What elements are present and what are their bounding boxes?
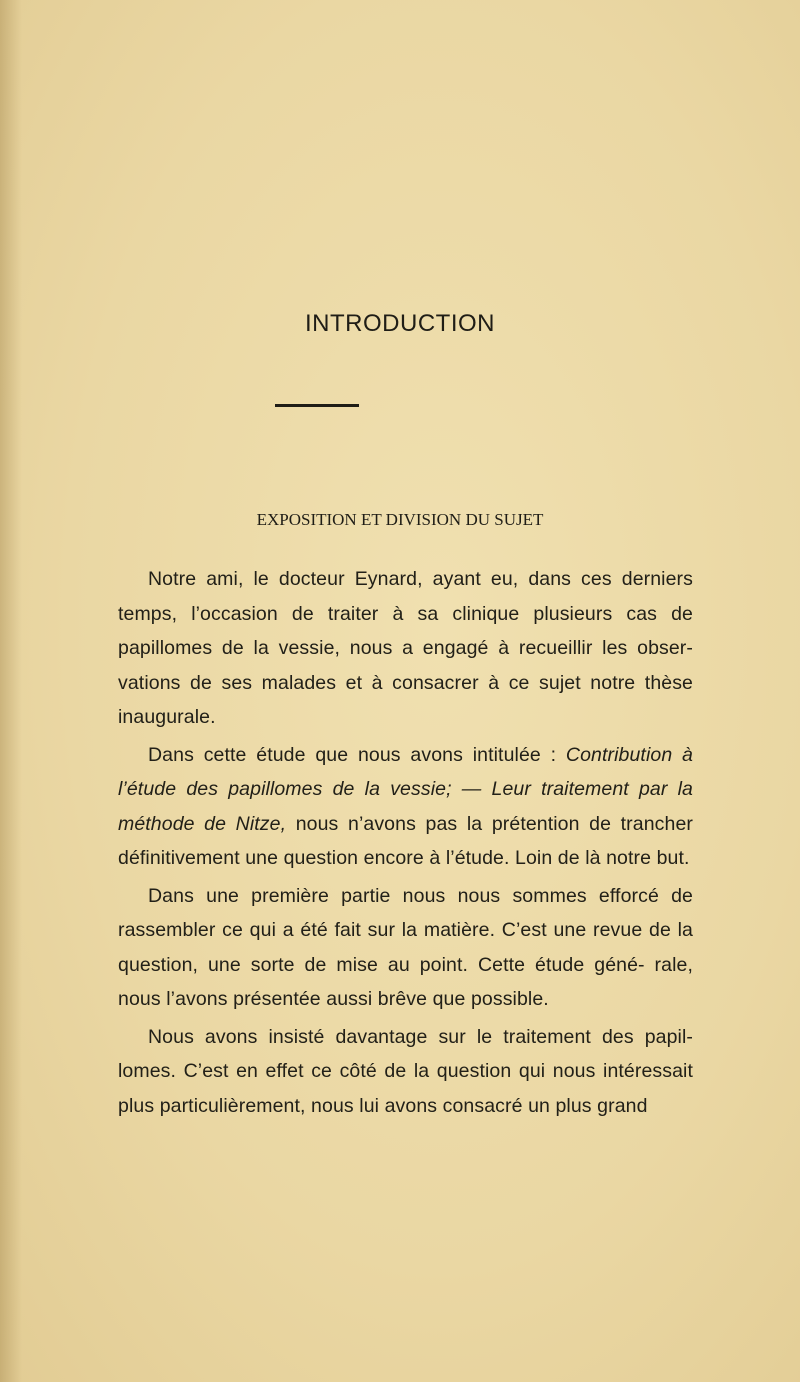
body-text: [118, 562, 693, 1123]
paragraph-2-before: Dans cette étude que nous avons intitulée :: [148, 743, 566, 766]
title-divider: [275, 404, 359, 407]
page-title: INTRODUCTION: [305, 310, 495, 337]
page-edge-shadow: [0, 0, 22, 1382]
paragraph-3: Dans une première partie nous nous sommes efforcé de rassembler ce qui a été fait sur la matière. C’est une revue de la question, une sorte de mise au point. Cette étude géné- rale, nous l’avons présentée aussi brêve que possible.: [118, 884, 693, 1010]
paragraph-2: [118, 738, 693, 876]
thesis-title: Contribution à l’étude des papillomes de la vessie; — Leur traitement par la méthode de Nitze,: [118, 743, 693, 835]
paragraph-2-after: nous n’avons pas la prétention de trancher définitivement une question encore à l’étude. Loin de là notre but.: [118, 812, 693, 869]
paragraph-1: Notre ami, le docteur Eynard, ayant eu, dans ces derniers temps, l’occasion de traiter à sa clinique plusieurs cas de papillomes de la vessie, nous a engagé à recueillir les obser- vations de ses malades et à consacrer à ce sujet notre thèse inaugurale.: [118, 568, 693, 728]
section-subtitle: EXPOSITION ET DIVISION DU SUJET: [256, 510, 544, 529]
paragraph-4: Nous avons insisté davantage sur le traitement des papil- lomes. C’est en effet ce côté de la question qui nous intéressait plus particulièrement, nous lui avons consacré un plus grand: [118, 1025, 693, 1117]
